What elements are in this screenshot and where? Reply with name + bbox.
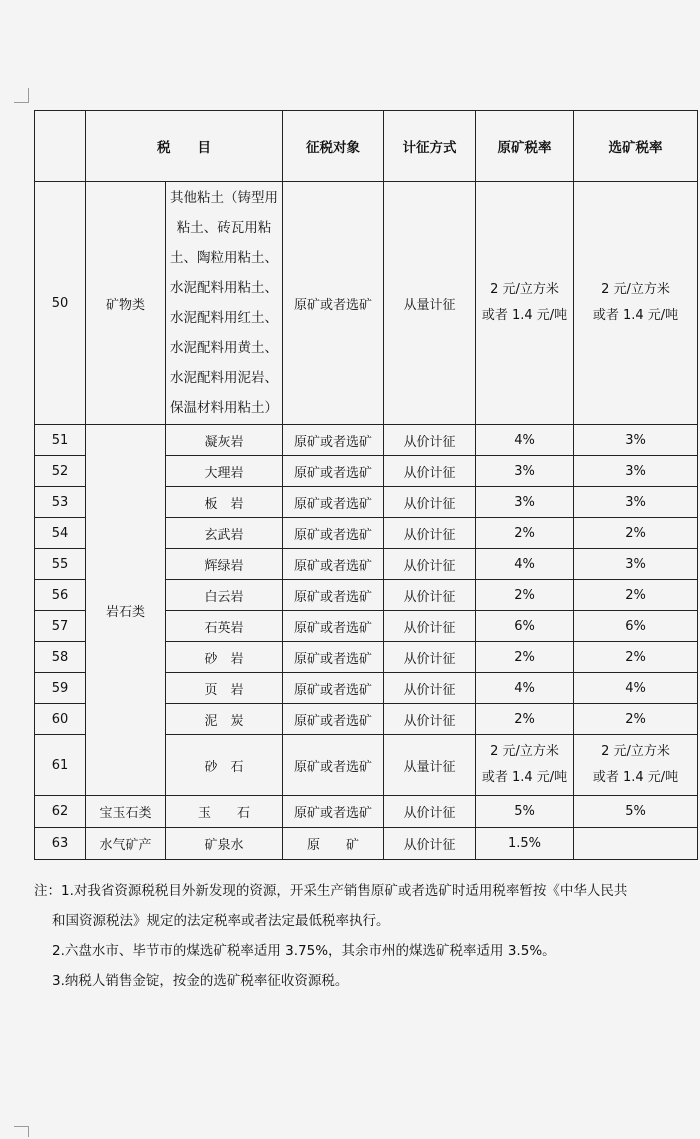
row-object: 原矿或者选矿 <box>283 182 384 425</box>
row-raw-rate <box>476 735 574 796</box>
note-1-line-1: 1.对我省资源税税目外新发现的资源，开采生产销售原矿或者选矿时适用税率暂按《中华人民共 <box>61 883 628 899</box>
item-line: 土、陶粒用粘土、 <box>170 250 278 266</box>
row-item: 石英岩 <box>166 611 283 642</box>
row-method: 从价计征 <box>384 611 476 642</box>
row-no: 60 <box>35 704 86 735</box>
row-method: 从价计征 <box>384 580 476 611</box>
row-raw-rate: 4% <box>476 673 574 704</box>
rate-line: 2 元/立方米 <box>601 282 670 297</box>
row-category: 水气矿产 <box>86 828 166 860</box>
row-no: 57 <box>35 611 86 642</box>
row-item: 板 岩 <box>166 487 283 518</box>
row-object: 原矿或者选矿 <box>283 642 384 673</box>
row-object: 原矿或者选矿 <box>283 425 384 456</box>
row-object: 原矿或者选矿 <box>283 518 384 549</box>
row-item: 矿泉水 <box>166 828 283 860</box>
table-row <box>35 425 698 456</box>
row-no: 51 <box>35 425 86 456</box>
item-line: 粘土、砖瓦用粘 <box>176 220 272 236</box>
row-selected-rate: 4% <box>574 673 698 704</box>
note-2: 2.六盘水市、毕节市的煤选矿税率适用 3.75%，其余市州的煤选矿税率适用 3.5%。 <box>52 943 556 959</box>
row-object: 原矿或者选矿 <box>283 611 384 642</box>
table-header-row <box>35 111 698 182</box>
row-raw-rate: 2% <box>476 518 574 549</box>
item-line: 水泥配料用红土、 <box>170 310 278 326</box>
row-raw-rate: 3% <box>476 487 574 518</box>
row-item: 玉 石 <box>166 796 283 828</box>
row-object: 原矿或者选矿 <box>283 580 384 611</box>
item-line: 水泥配料用泥岩、 <box>170 370 278 386</box>
note-1 <box>34 876 694 906</box>
row-selected-rate: 3% <box>574 487 698 518</box>
row-object: 原矿或者选矿 <box>283 704 384 735</box>
row-raw-rate: 6% <box>476 611 574 642</box>
rate-line: 2 元/立方米 <box>490 282 559 297</box>
row-selected-rate: 3% <box>574 549 698 580</box>
rate-line: 或者 1.4 元/吨 <box>481 308 568 323</box>
row-selected-rate: 2% <box>574 642 698 673</box>
row-object: 原矿或者选矿 <box>283 549 384 580</box>
header-item: 税 目 <box>86 111 283 182</box>
row-method: 从量计征 <box>384 182 476 425</box>
row-method: 从价计征 <box>384 704 476 735</box>
rate-line: 或者 1.4 元/吨 <box>592 308 679 323</box>
header-method: 计征方式 <box>384 111 476 182</box>
row-selected-rate <box>574 182 698 425</box>
row-item-list <box>166 182 283 425</box>
table-notes <box>34 876 694 996</box>
row-method: 从价计征 <box>384 518 476 549</box>
rate-line: 或者 1.4 元/吨 <box>481 770 568 785</box>
row-no: 52 <box>35 456 86 487</box>
row-no: 54 <box>35 518 86 549</box>
item-line: 水泥配料用粘土、 <box>170 280 278 296</box>
row-method: 从量计征 <box>384 735 476 796</box>
resource-tax-table <box>34 110 698 860</box>
row-object: 原 矿 <box>283 828 384 860</box>
row-object: 原矿或者选矿 <box>283 796 384 828</box>
row-method: 从价计征 <box>384 487 476 518</box>
row-category: 矿物类 <box>86 182 166 425</box>
note-1-line-2: 和国资源税法》规定的法定税率或者法定最低税率执行。 <box>52 913 390 929</box>
row-item: 白云岩 <box>166 580 283 611</box>
rate-line: 2 元/立方米 <box>601 744 670 759</box>
row-raw-rate: 2% <box>476 704 574 735</box>
item-line: 保温材料用粘土） <box>170 400 278 416</box>
row-method: 从价计征 <box>384 456 476 487</box>
row-no: 53 <box>35 487 86 518</box>
row-no: 58 <box>35 642 86 673</box>
row-item: 凝灰岩 <box>166 425 283 456</box>
row-item: 辉绿岩 <box>166 549 283 580</box>
row-object: 原矿或者选矿 <box>283 735 384 796</box>
header-object: 征税对象 <box>283 111 384 182</box>
row-no: 56 <box>35 580 86 611</box>
row-raw-rate: 5% <box>476 796 574 828</box>
table-row <box>35 828 698 860</box>
row-selected-rate: 2% <box>574 580 698 611</box>
header-selected-rate: 选矿税率 <box>574 111 698 182</box>
row-method: 从价计征 <box>384 796 476 828</box>
row-item: 页 岩 <box>166 673 283 704</box>
row-no: 55 <box>35 549 86 580</box>
row-raw-rate: 3% <box>476 456 574 487</box>
page-corner-mark <box>14 88 29 103</box>
row-selected-rate: 2% <box>574 518 698 549</box>
row-no: 61 <box>35 735 86 796</box>
row-item: 玄武岩 <box>166 518 283 549</box>
row-method: 从价计征 <box>384 425 476 456</box>
row-object: 原矿或者选矿 <box>283 456 384 487</box>
row-item: 砂 岩 <box>166 642 283 673</box>
row-selected-rate: 3% <box>574 456 698 487</box>
item-line: 水泥配料用黄土、 <box>170 340 278 356</box>
row-raw-rate: 1.5% <box>476 828 574 860</box>
row-item: 大理岩 <box>166 456 283 487</box>
item-line: 其他粘土（铸型用 <box>170 190 278 206</box>
row-item: 泥 炭 <box>166 704 283 735</box>
header-raw-rate: 原矿税率 <box>476 111 574 182</box>
row-raw-rate: 2% <box>476 642 574 673</box>
rate-line: 2 元/立方米 <box>490 744 559 759</box>
row-no: 63 <box>35 828 86 860</box>
row-selected-rate: 3% <box>574 425 698 456</box>
row-raw-rate: 4% <box>476 425 574 456</box>
row-raw-rate: 2% <box>476 580 574 611</box>
table-row <box>35 796 698 828</box>
note-3: 3.纳税人销售金锭，按金的选矿税率征收资源税。 <box>52 973 349 989</box>
row-no: 59 <box>35 673 86 704</box>
row-category: 岩石类 <box>86 425 166 796</box>
row-selected-rate <box>574 735 698 796</box>
notes-label: 注： <box>34 883 61 899</box>
row-category: 宝玉石类 <box>86 796 166 828</box>
row-method: 从价计征 <box>384 828 476 860</box>
row-method: 从价计征 <box>384 549 476 580</box>
row-raw-rate <box>476 182 574 425</box>
row-selected-rate: 6% <box>574 611 698 642</box>
row-selected-rate: 5% <box>574 796 698 828</box>
row-raw-rate: 4% <box>476 549 574 580</box>
row-object: 原矿或者选矿 <box>283 487 384 518</box>
header-no <box>35 111 86 182</box>
row-no: 50 <box>35 182 86 425</box>
row-method: 从价计征 <box>384 642 476 673</box>
row-item: 砂 石 <box>166 735 283 796</box>
row-method: 从价计征 <box>384 673 476 704</box>
page-corner-mark-bottom <box>14 1126 29 1137</box>
row-selected-rate: 2% <box>574 704 698 735</box>
row-selected-rate <box>574 828 698 860</box>
row-no: 62 <box>35 796 86 828</box>
row-object: 原矿或者选矿 <box>283 673 384 704</box>
table-row <box>35 182 698 425</box>
rate-line: 或者 1.4 元/吨 <box>592 770 679 785</box>
